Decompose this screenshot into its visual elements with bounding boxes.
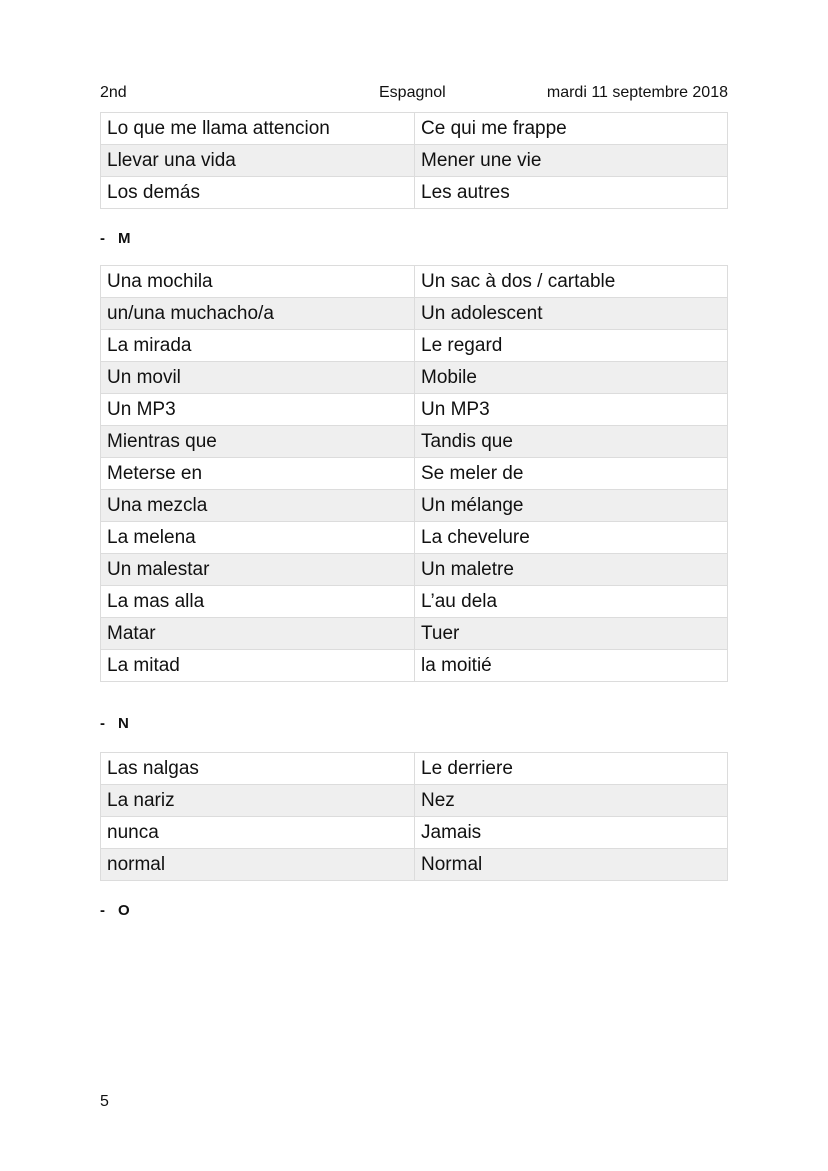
table-row: [101, 650, 728, 682]
table-row: [101, 753, 728, 785]
spanish-term: Las nalgas: [101, 753, 415, 785]
page-number: 5: [100, 1093, 109, 1110]
section-heading-o: [100, 902, 130, 919]
bullet-dash: -: [100, 230, 105, 247]
spanish-term: Una mochila: [101, 266, 415, 298]
spanish-term: Llevar una vida: [101, 145, 415, 177]
french-translation: Se meler de: [415, 458, 728, 490]
french-translation: Tuer: [415, 618, 728, 650]
spanish-term: Un MP3: [101, 394, 415, 426]
section-heading-n: [100, 715, 129, 732]
table-row: [101, 554, 728, 586]
french-translation: Un mélange: [415, 490, 728, 522]
header-subject: Espagnol: [379, 84, 446, 101]
table-row: [101, 849, 728, 881]
header-level: 2nd: [100, 84, 127, 101]
table-row: [101, 362, 728, 394]
french-translation: Mener une vie: [415, 145, 728, 177]
table-row: [101, 586, 728, 618]
spanish-term: La melena: [101, 522, 415, 554]
french-translation: La chevelure: [415, 522, 728, 554]
table-row: [101, 298, 728, 330]
french-translation: Ce qui me frappe: [415, 113, 728, 145]
spanish-term: Mientras que: [101, 426, 415, 458]
french-translation: Le regard: [415, 330, 728, 362]
french-translation: L’au dela: [415, 586, 728, 618]
spanish-term: nunca: [101, 817, 415, 849]
table-row: [101, 490, 728, 522]
french-translation: Les autres: [415, 177, 728, 209]
spanish-term: Un movil: [101, 362, 415, 394]
spanish-term: La mas alla: [101, 586, 415, 618]
spanish-term: La mitad: [101, 650, 415, 682]
french-translation: Jamais: [415, 817, 728, 849]
section-heading-m: [100, 230, 131, 247]
french-translation: Normal: [415, 849, 728, 881]
spanish-term: Matar: [101, 618, 415, 650]
table-row: [101, 266, 728, 298]
spanish-term: La nariz: [101, 785, 415, 817]
spanish-term: un/una muchacho/a: [101, 298, 415, 330]
table-row: [101, 785, 728, 817]
bullet-dash: -: [100, 715, 105, 732]
section-letter: O: [118, 902, 130, 919]
spanish-term: La mirada: [101, 330, 415, 362]
section-letter: N: [118, 715, 129, 732]
spanish-term: Lo que me llama attencion: [101, 113, 415, 145]
table-row: [101, 522, 728, 554]
french-translation: Le derriere: [415, 753, 728, 785]
section-letter: M: [118, 230, 131, 247]
table-row: [101, 177, 728, 209]
table-row: [101, 618, 728, 650]
french-translation: Un sac à dos / cartable: [415, 266, 728, 298]
spanish-term: Un malestar: [101, 554, 415, 586]
spanish-term: Meterse en: [101, 458, 415, 490]
table-row: [101, 113, 728, 145]
header-date: mardi 11 septembre 2018: [546, 84, 728, 101]
french-translation: Un maletre: [415, 554, 728, 586]
bullet-dash: -: [100, 902, 105, 919]
vocab-table-n: [100, 752, 728, 881]
french-translation: la moitié: [415, 650, 728, 682]
french-translation: Mobile: [415, 362, 728, 394]
page-header: [100, 84, 728, 104]
french-translation: Tandis que: [415, 426, 728, 458]
table-row: [101, 330, 728, 362]
table-row: [101, 817, 728, 849]
vocab-table-m: [100, 265, 728, 682]
french-translation: Un adolescent: [415, 298, 728, 330]
spanish-term: normal: [101, 849, 415, 881]
french-translation: Un MP3: [415, 394, 728, 426]
vocab-table-l-continued: [100, 112, 728, 209]
table-row: [101, 145, 728, 177]
table-row: [101, 426, 728, 458]
spanish-term: Los demás: [101, 177, 415, 209]
spanish-term: Una mezcla: [101, 490, 415, 522]
table-row: [101, 394, 728, 426]
table-row: [101, 458, 728, 490]
french-translation: Nez: [415, 785, 728, 817]
